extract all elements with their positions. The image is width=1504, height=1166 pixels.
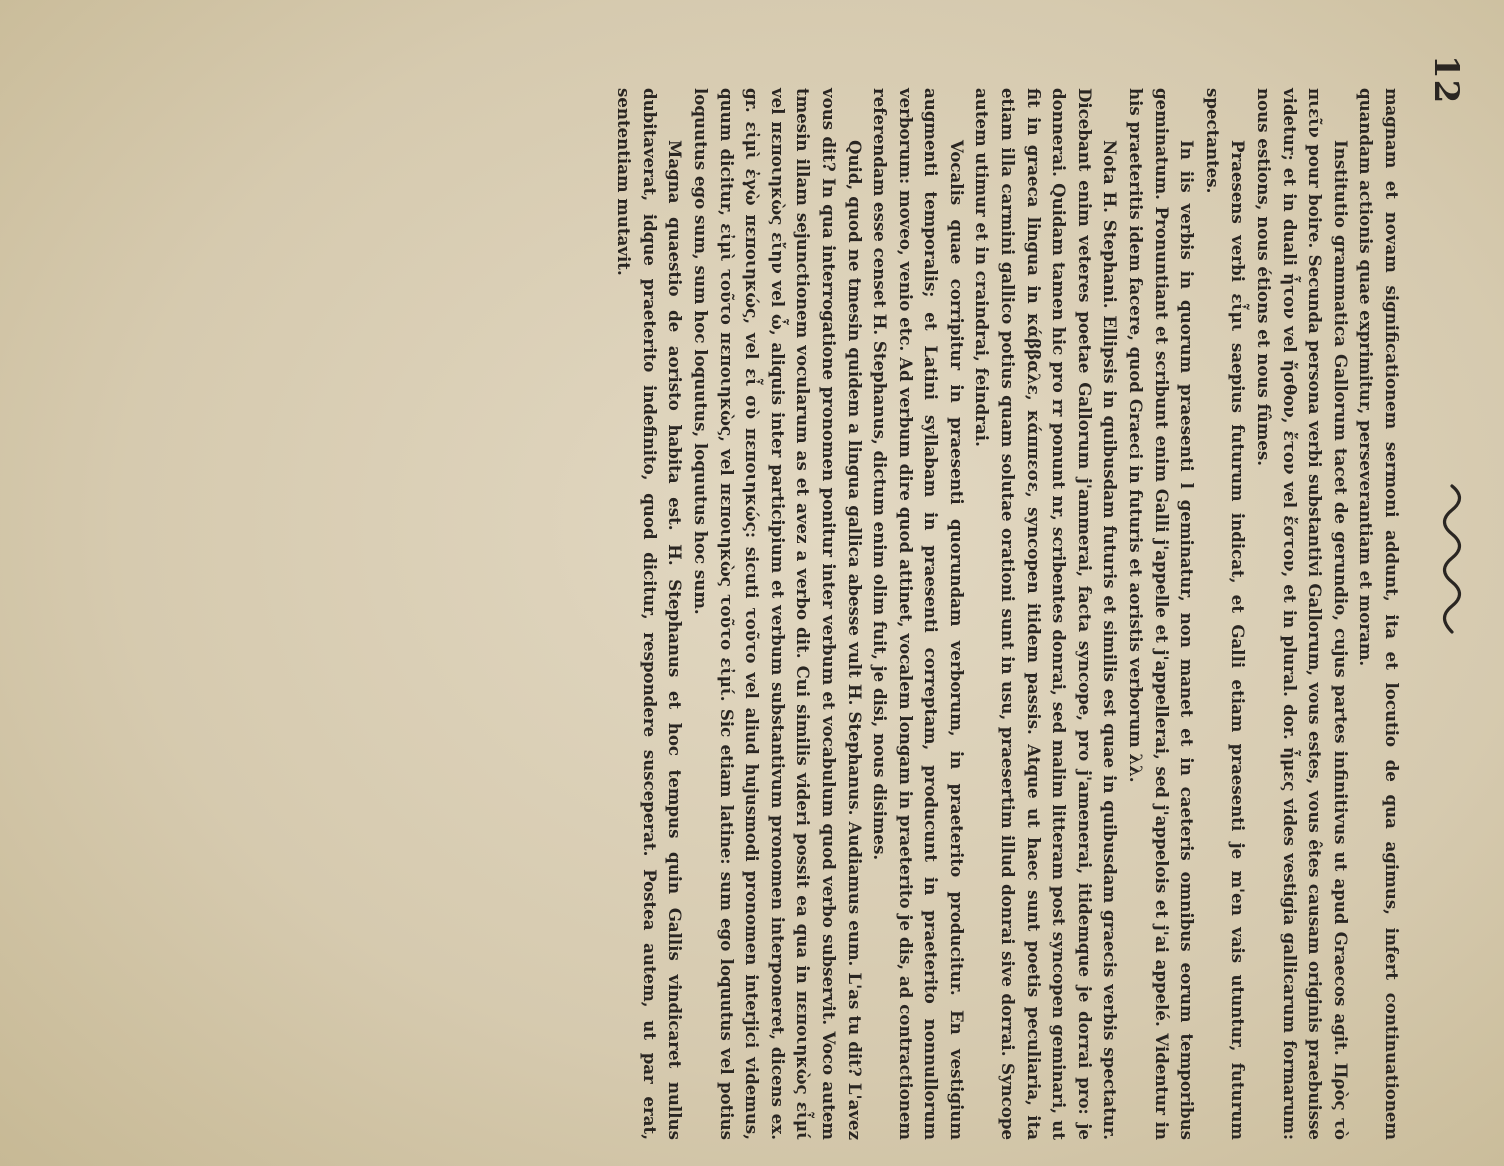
paragraph-6: Vocalis quae corripitur in praesenti quorundam verborum, in praeterito producitur. En vestigium augmenti temporalis; et Latini syllabam in praesenti correptam, producunt in praeterito nonnullorum verborum: moveo, venio etc. Ad verbum dire quod attinet, vocalem longam in praeterito je dis, ad contractionem referendam esse censet H. Stephanus, dictum enim olim fuit, je disi, nous disimes. <box>870 88 967 1140</box>
paragraph-7: Quid, quod ne tmesin quidem a lingua gallica abesse vult H. Stephanus. Audiamus eum. L'as tu dit? L'avez vous dit? In qua interrogatione pronomen ponitur inter verbum et vocabulum quod verbo subservit. Voco autem tmesin illam sejunctionem vocularum as et avez a verbo dit. Cui similis videri possit ea qua in πεποιηκὼς εἶμί vel πεποιηκὼς εἴην vel ὦ, aliquis inter participium et verbum substantivum pronomen interponeret, dicens ex. gr. εἰμὶ ἐγὼ πεποιηκώς, vel εἶ σὺ πεποιηκώς: sicuti τοῦτο vel aliud hujusmodi pronomen interjici videmus, quum dicitur, εἰμὶ τοῦτο πεποιηκὼς, vel πεποιηκὼς τοῦτο εἰμί. Sic etiam latine: sum ego loquutus vel potius loquutus ego sum, sum hoc loquutus, loquutus hoc sum. <box>690 88 865 1140</box>
paragraph-3: Praesens verbi εἶμι saepius futurum indicat, et Galli etiam praesenti je m'en vais utuntur, futurum spectantes. <box>1202 88 1249 1140</box>
body-text <box>611 88 1404 1140</box>
paragraph-2: Institutio grammatica Gallorum tacet de gerundio, cujus partes infinitivus ut apud Graecos agit. Πρὸς τὸ πιεῖν pour boire. Secunda persona verbi substantivi Gallorum, vous estes, vous êtes causam originis praebuisse videtur; et in duali ἦτον vel ἤσθον, ἔτον vel ἔστον, et in plural. dor. ἦμες vides vestigia gallicarum formarum: nous estions, nous étions et nous fûmes. <box>1254 88 1351 1140</box>
page-number: 12 <box>1426 55 1466 105</box>
paragraph-5: Nota H. Stephani. Ellipsis in quibusdam futuris et similis est quae in quibusdam graecis verbis spectatur. Dicebant enim veteres poetae Gallorum j'ammerai, facta syncope, pro j'amenerai, itidemque je dorrai pro: je donnerai. Quidam tamen hic pro rr ponunt nr, scribentes donrai, sed malim litteram post syncopen geminari, ut fit in graeca lingua in κάββαλε, κάππεσε, syncopen itidem passis. Atque ut haec sunt poetis peculiaria, ita etiam illa carmini gallico potius quam solutae orationi sunt in usu, praesertim illud donrai sive dorrai. Syncope autem utimur et in craindrai, feindrai. <box>972 88 1121 1140</box>
paragraph-8: Magna quaestio de aoristo habita est. H. Stephanus et hoc tempus quin Gallis vindicaret nullus dubitaverat, idque praeterito indefinito, quod dicitur, respondere susceperat. Postea autem, ut par erat, sententiam mutavit. <box>614 88 686 1140</box>
ornament-divider <box>1434 480 1474 640</box>
paragraph-4: In iis verbis in quorum praesenti l geminatur, non manet et in caeteris omnibus eorum temporibus geminatum. Pronuntiant et scribunt enim Galli j'appelle et j'appellerai, sed j'appelois et j'ai appelé. Videntur in his praeteritis idem facere, quod Graeci in futuris et aoristis verborum λλ. <box>1126 88 1198 1140</box>
paragraph-1: magnam et novam significationem sermoni addunt, ita et locutio de qua agimus, infert continuationem quandam actionis quae exprimitur, perseverantiam et moram. <box>1356 88 1402 1140</box>
